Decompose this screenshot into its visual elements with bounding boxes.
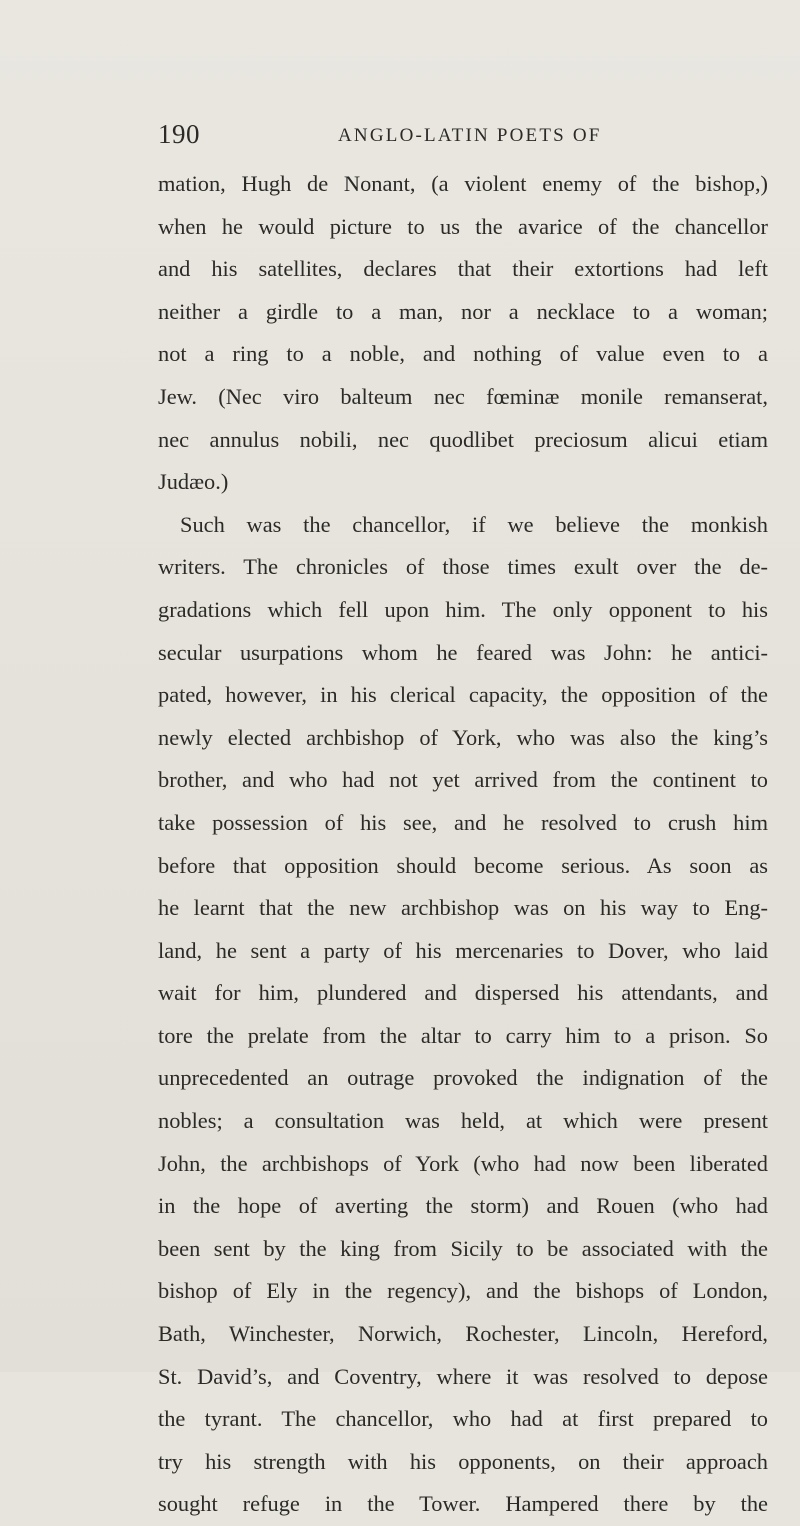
text-line: neither a girdle to a man, nor a necklace to a woman; [158, 298, 768, 324]
text-line-latin: nec annulus nobili, nec quodlibet preciosum alicui etiam [158, 426, 768, 452]
text-line: John, the archbishops of York (who had now been liberated [158, 1150, 768, 1176]
running-head [0, 116, 800, 152]
text-line-latin: Jew. (Nec viro balteum nec fœminæ monile remanserat, [158, 383, 768, 409]
text-line: Bath, Winchester, Norwich, Rochester, Lincoln, Hereford, [158, 1321, 768, 1347]
text-line: wait for him, plundered and dispersed his attendants, and [158, 980, 768, 1006]
text-line: tore the prelate from the altar to carry him to a prison. So [158, 1022, 768, 1048]
text-line: St. David’s, and Coventry, where it was resolved to depose [158, 1363, 768, 1389]
text-line: and his satellites, declares that their extortions had left [158, 256, 768, 282]
body-text [158, 163, 768, 1526]
text-line: sought refuge in the Tower. Hampered there by the [158, 1491, 768, 1517]
text-line: he learnt that the new archbishop was on his way to Eng- [158, 895, 768, 921]
paragraph-start-line: Such was the chancellor, if we believe the monkish [180, 511, 768, 537]
text-line: gradations which fell upon him. The only opponent to his [158, 596, 768, 622]
text-line: nobles; a consultation was held, at which were present [158, 1108, 768, 1134]
text-line: land, he sent a party of his mercenaries to Dover, who laid [158, 937, 768, 963]
text-line: unprecedented an outrage provoked the indignation of the [158, 1065, 768, 1091]
text-line: take possession of his see, and he resolved to crush him [158, 809, 768, 835]
text-line: brother, and who had not yet arrived from the continent to [158, 767, 768, 793]
text-line: the tyrant. The chancellor, who had at first prepared to [158, 1406, 768, 1432]
text-line: been sent by the king from Sicily to be associated with the [158, 1235, 768, 1261]
page-number: 190 [158, 119, 200, 149]
text-line: bishop of Ely in the regency), and the bishops of London, [158, 1278, 768, 1304]
text-line: writers. The chronicles of those times exult over the de- [158, 554, 768, 580]
text-line: secular usurpations whom he feared was John: he antici- [158, 639, 768, 665]
text-line: not a ring to a noble, and nothing of value even to a [158, 341, 768, 367]
text-line: newly elected archbishop of York, who was also the king’s [158, 724, 768, 750]
text-line: mation, Hugh de Nonant, (a violent enemy of the bishop,) [158, 171, 768, 196]
running-title: ANGLO-LATIN POETS OF [338, 125, 602, 146]
text-line: try his strength with his opponents, on their approach [158, 1448, 768, 1474]
text-line: when he would picture to us the avarice of the chancellor [158, 213, 768, 239]
text-line-latin: Judæo.) [158, 469, 229, 495]
text-line: pated, however, in his clerical capacity, the opposition of the [158, 682, 768, 708]
text-line: in the hope of averting the storm) and Rouen (who had [158, 1193, 768, 1219]
text-line: before that opposition should become serious. As soon as [158, 852, 768, 878]
